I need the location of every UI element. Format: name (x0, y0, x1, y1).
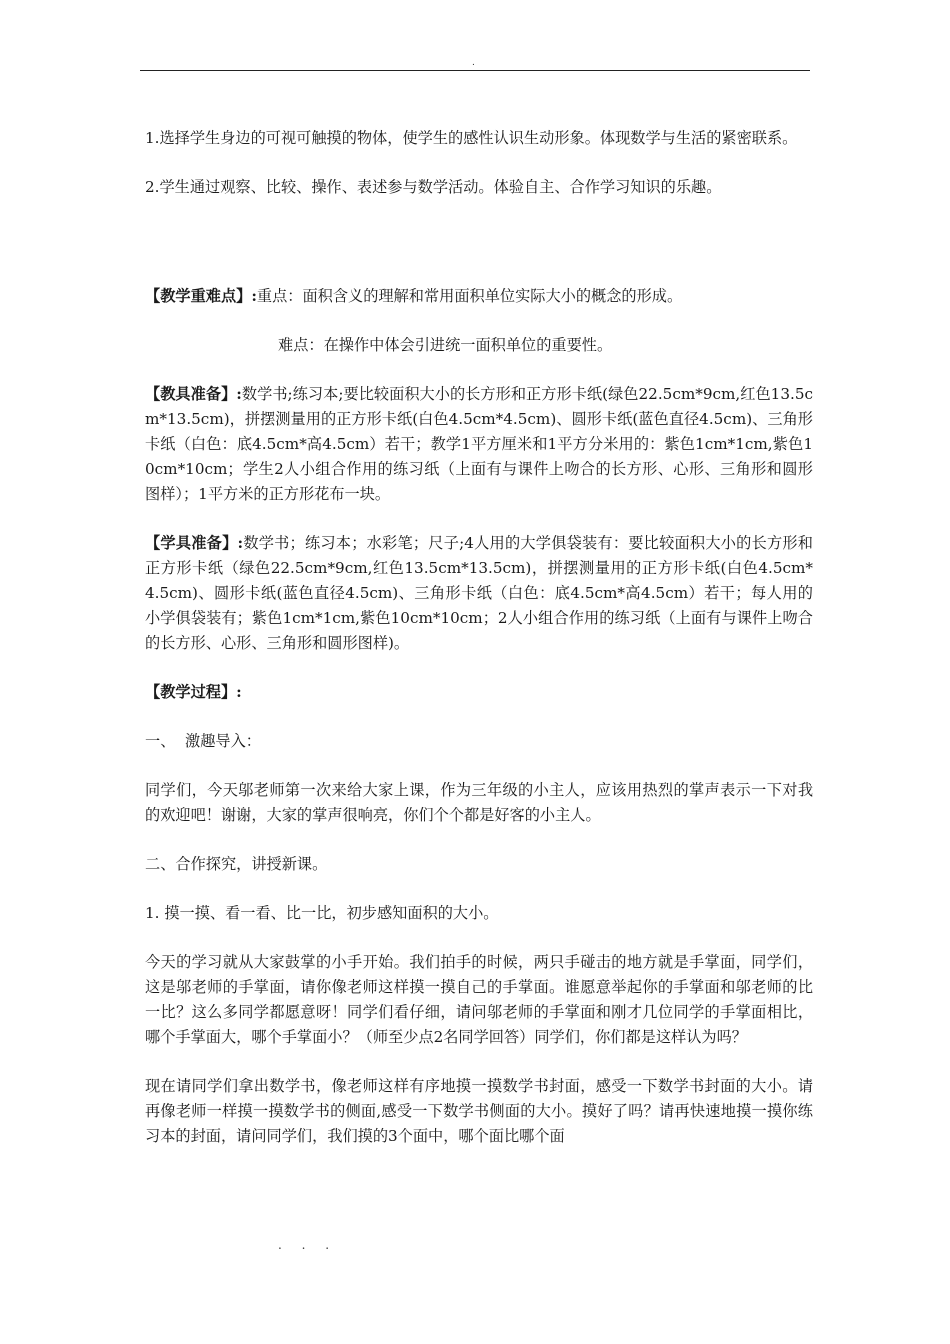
section-1-heading: 一、 激趣导入： (145, 732, 261, 750)
teacher-tools (145, 382, 813, 507)
teacher-tools-text: 数学书;练习本;要比较面积大小的长方形和正方形卡纸(绿色22.5cm*9cm,红色13.5cm*13.5cm)，拼摆测量用的正方形卡纸(白色4.5cm*4.5cm)、圆形卡纸(蓝色直径4.5cm)、三角形卡纸（白色：底4.5cm*高4.5cm）若干；教学1平方厘米和1平方分米用的：紫色1cm*1cm,紫色10cm*10cm；学生2人小组合作用的练习纸（上面有与课件上吻合的长方形、心形、三角形和圆形图样）；1平方米的正方形花布一块。 (145, 385, 813, 503)
difficulty-point: 难点：在操作中体会引进统一面积单位的重要性。 (278, 336, 613, 354)
key-points (145, 284, 813, 309)
process-heading: 【教学过程】: (145, 683, 242, 701)
header-rule (140, 70, 810, 71)
teacher-tools-label: 【教具准备】: (145, 385, 242, 403)
document-body (145, 126, 813, 1149)
key-points-label: 【教学重难点】: (145, 287, 257, 305)
palm-paragraph: 今天的学习就从大家鼓掌的小手开始。我们拍手的时候，两只手碰击的地方就是手掌面，同学们，这是邬老师的手掌面，请你像老师这样摸一摸自己的手掌面。谁愿意举起你的手掌面和邬老师的比一比？这么多同学都愿意呀！同学们看仔细，请问邬老师的手掌面和刚才几位同学的手掌面相比，哪个手掌面大，哪个手掌面小？（师至少点2名同学回答）同学们，你们都是这样认为吗？ (145, 953, 813, 1046)
student-tools-text: 数学书；练习本；水彩笔；尺子;4人用的大学俱袋装有：要比较面积大小的长方形和正方形卡纸（绿色22.5cm*9cm,红色13.5cm*13.5cm)，拼摆测量用的正方形卡纸(白色4.5cm*4.5cm)、圆形卡纸(蓝色直径4.5cm)、三角形卡纸（白色：底4.5cm*高4.5cm）若干；每人用的小学俱袋装有；紫色1cm*1cm,紫色10cm*10cm；2人小组合作用的练习纸（上面有与课件上吻合的长方形、心形、三角形和圆形图样)。 (145, 534, 813, 652)
objective-2: 2.学生通过观察、比较、操作、表述参与数学活动。体验自主、合作学习知识的乐趣。 (145, 178, 722, 196)
book-paragraph: 现在请同学们拿出数学书，像老师这样有序地摸一摸数学书封面，感受一下数学书封面的大小。请再像老师一样摸一摸数学书的侧面,感受一下数学书侧面的大小。摸好了吗？请再快速地摸一摸你练习本的封面，请问同学们，我们摸的3个面中，哪个面比哪个面 (145, 1077, 813, 1145)
section-2-heading: 二、合作探究，讲授新课。 (145, 855, 328, 873)
intro-paragraph: 同学们，今天邬老师第一次来给大家上课，作为三年级的小主人，应该用热烈的掌声表示一下对我的欢迎吧！谢谢，大家的掌声很响亮，你们个个都是好客的小主人。 (145, 781, 813, 824)
student-tools-label: 【学具准备】: (145, 534, 244, 552)
student-tools (145, 531, 813, 656)
header-dot: . (472, 58, 475, 68)
footer-dots: . . . (278, 1238, 338, 1252)
objective-1: 1.选择学生身边的可视可触摸的物体，使学生的感性认识生动形象。体现数学与生活的紧密联系。 (145, 129, 798, 147)
step-1-heading: 1. 摸一摸、看一看、比一比，初步感知面积的大小。 (145, 904, 499, 922)
key-points-text: 重点：面积含义的理解和常用面积单位实际大小的概念的形成。 (256, 287, 683, 305)
